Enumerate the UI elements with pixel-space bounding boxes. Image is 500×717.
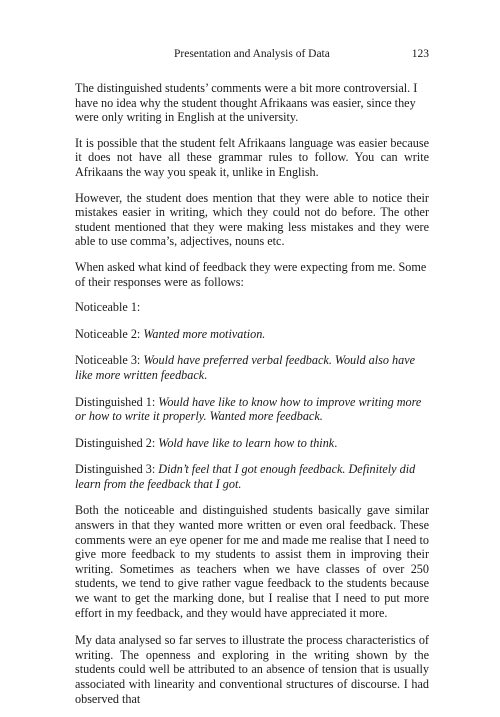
response-distinguished-3 bbox=[75, 462, 429, 491]
response-label: Noticeable 3: bbox=[75, 353, 141, 368]
body-text bbox=[75, 81, 429, 706]
response-label: Distinguished 3: bbox=[75, 462, 156, 477]
running-header bbox=[75, 48, 429, 68]
paragraph-process-characteristics: My data analysed so far serves to illustrate the process characteristics of writing. The openness and exploring in the writing shown by the students could well be attributed to an absence of tension that is usually associated with linearity and conventional structures of discourse. I had observed that bbox=[75, 633, 429, 706]
response-label: Distinguished 1: bbox=[75, 394, 156, 409]
paragraph-noticing-mistakes: However, the student does mention that they were able to notice their mistakes easier in writing, which they could not do before. The other student mentioned that they were making less mistakes and they were able to use comma’s, adjectives, nouns etc. bbox=[75, 190, 429, 249]
response-text: Wold have like to learn how to think bbox=[158, 435, 335, 450]
response-text: Didn’t feel that I got enough feedback. Definitely did learn from the feedback that I got. bbox=[75, 462, 416, 491]
response-distinguished-1 bbox=[75, 395, 429, 424]
paragraph-feedback-reflection: Both the noticeable and distinguished students basically gave similar answers in that they wanted more written or even oral feedback. These comments were an eye opener for me and made me realise that I need to give more feedback to my students to assist them in improving their writing. Sometimes as teachers when we have classes of over 250 students, we tend to give rather vague feedback to the students because we want to get the marking done, but I realise that I need to put more effort in my feedback, and they would have appreciated it more. bbox=[75, 503, 429, 620]
paragraph-afrikaans-easier: It is possible that the student felt Afrikaans language was easier because it does not have all these grammar rules to follow. You can write Afrikaans the way you speak it, unlike in English. bbox=[75, 135, 429, 179]
response-text: Would have preferred verbal feedback. Would also have like more written feedback bbox=[75, 353, 416, 382]
response-noticeable-2 bbox=[75, 327, 429, 342]
page-number: 123 bbox=[411, 48, 429, 60]
response-label: Noticeable 2: bbox=[75, 326, 141, 341]
paragraph-distinguished-comments: The distinguished students’ comments were a bit more controversial. I have no idea why the student thought Afrikaans was easier, since they were only writing in English at the university. bbox=[75, 81, 418, 125]
response-label: Noticeable 1: bbox=[75, 300, 141, 315]
response-distinguished-2: Distinguished 2: Wold have like to learn how to think. bbox=[75, 435, 338, 450]
response-text: Would have like to know how to improve writing more or how to write it properly. Wanted more feedback. bbox=[75, 394, 422, 424]
running-title: Presentation and Analysis of Data bbox=[174, 48, 330, 60]
response-label: Distinguished 2: bbox=[75, 435, 156, 450]
response-text: Wanted more motivation. bbox=[143, 326, 266, 341]
paragraph-feedback-question: When asked what kind of feedback they were expecting from me. Some of their responses were as follows: bbox=[75, 259, 427, 289]
response-noticeable-1 bbox=[75, 300, 429, 315]
book-page bbox=[75, 0, 429, 717]
response-noticeable-3: Noticeable 3: Would have preferred verbal feedback. Would also have like more written feedback. bbox=[75, 353, 416, 382]
